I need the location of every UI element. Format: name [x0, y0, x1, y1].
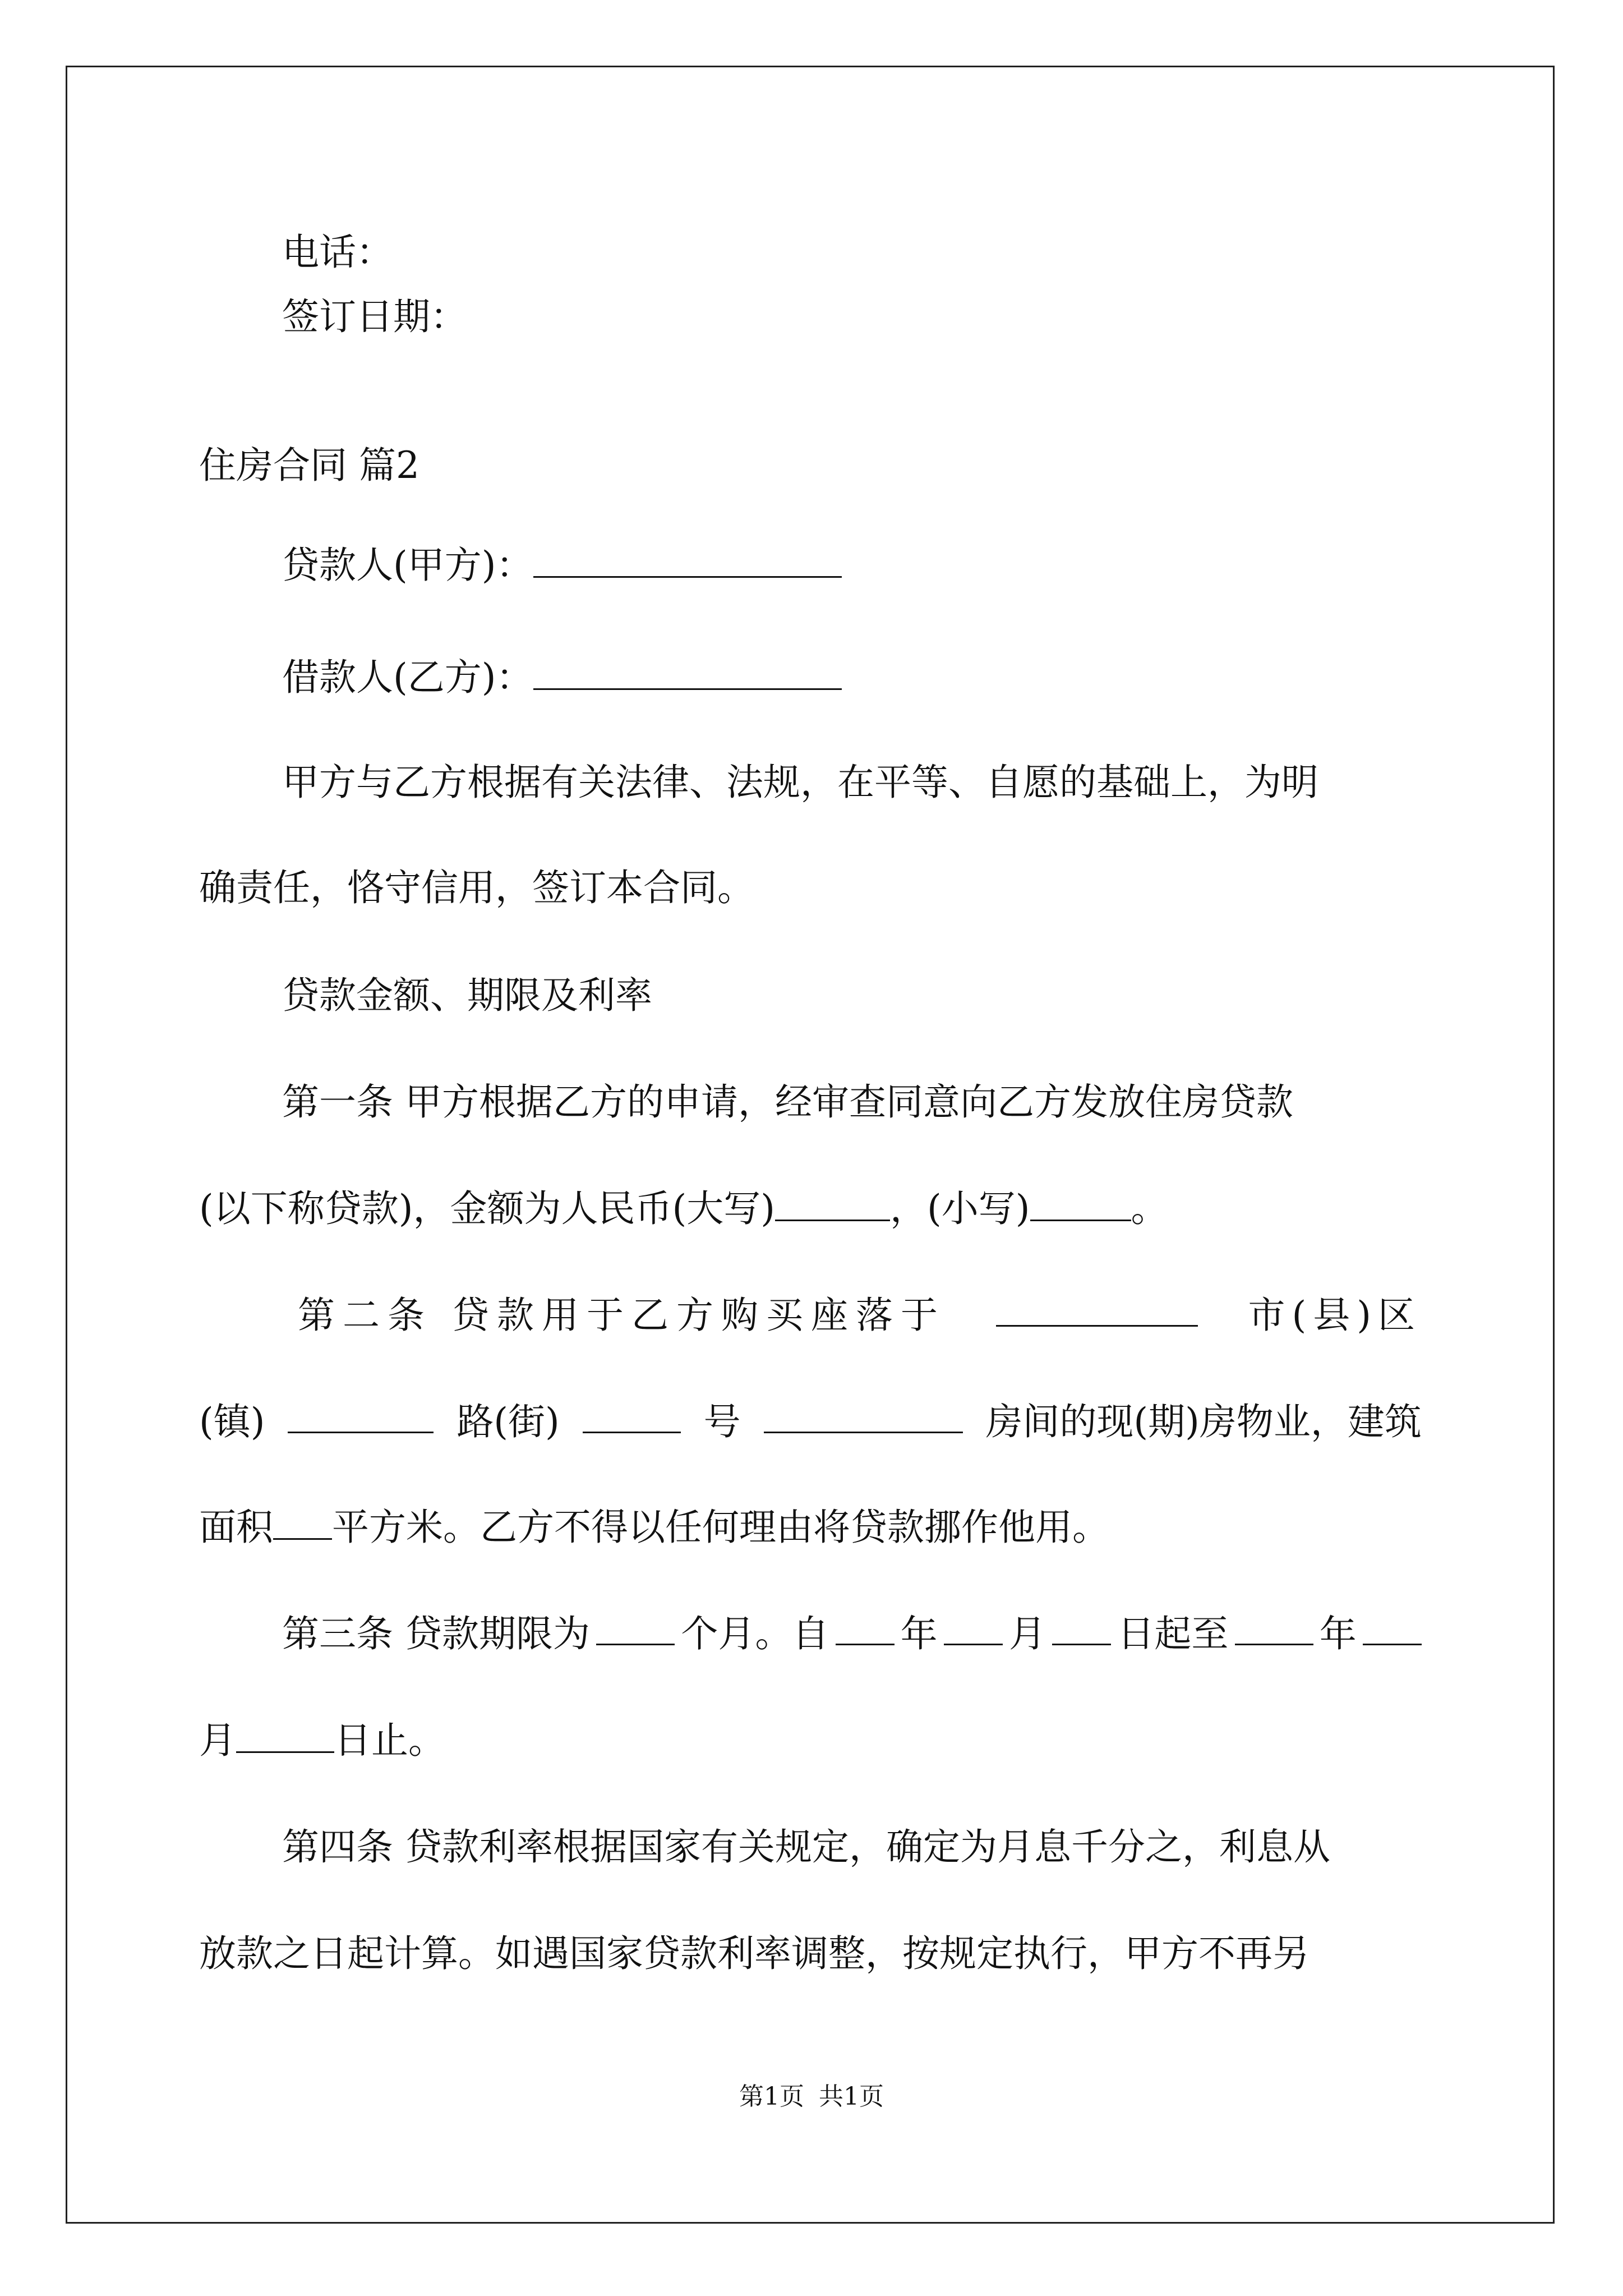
article2-text-f: 房间的现(期)房物业，建筑 — [985, 1400, 1422, 1443]
phone-line: 电话： — [282, 231, 393, 274]
number-blank — [764, 1397, 963, 1433]
article3-text-f: 年 — [1319, 1612, 1357, 1655]
article3-text-b: 个月。自 — [681, 1612, 829, 1655]
months-blank — [596, 1609, 675, 1645]
section-heading: 贷款金额、期限及利率 — [282, 974, 652, 1017]
para1-line2: 确责任，恪守信用，签订本合同。 — [199, 866, 754, 909]
article1-text-b: ，(小写) — [890, 1187, 1030, 1230]
article3-text-g: 月 — [199, 1719, 236, 1762]
article2-text-b: 市(县)区 — [1248, 1294, 1422, 1337]
article2-line2 — [199, 1397, 1422, 1447]
amount-upper-blank — [775, 1185, 890, 1221]
section-title: 住房合同 篇2 — [199, 444, 419, 487]
lender-label: 贷款人(甲方)： — [282, 544, 533, 587]
para1-line1: 甲方与乙方根据有关法律、法规，在平等、自愿的基础上，为明 — [282, 761, 1318, 804]
borrower-line — [282, 652, 842, 703]
lender-line — [282, 540, 842, 591]
footer-total-pages: 共1页 — [819, 2082, 884, 2111]
article3-text-c: 年 — [900, 1612, 938, 1655]
article1-line2 — [199, 1184, 1168, 1234]
article2-text-c: (镇) — [199, 1400, 265, 1443]
start-day-blank — [1052, 1609, 1111, 1645]
article1-text-c: 。 — [1131, 1187, 1168, 1230]
borrower-label: 借款人(乙方)： — [282, 656, 533, 699]
end-day-blank — [236, 1717, 334, 1753]
article3-line2 — [199, 1715, 445, 1766]
amount-lower-blank — [1030, 1185, 1131, 1221]
article2-line1 — [298, 1290, 1422, 1341]
article2-text-h: 平方米。乙方不得以任何理由将贷款挪作他用。 — [332, 1506, 1109, 1549]
article3-text-d: 月 — [1009, 1612, 1046, 1655]
page-border — [66, 66, 1555, 2224]
article2-text-g: 面积 — [199, 1506, 273, 1549]
article3-text-a: 第三条 贷款期限为 — [282, 1612, 590, 1655]
city-blank — [996, 1290, 1198, 1327]
road-blank — [583, 1397, 681, 1433]
start-month-blank — [944, 1609, 1003, 1645]
article2-line3 — [199, 1502, 1109, 1553]
start-year-blank — [836, 1609, 895, 1645]
page-footer — [0, 2080, 1623, 2114]
article3-line1 — [282, 1609, 1422, 1659]
article2-text-d: 路(街) — [457, 1400, 560, 1443]
article1-text-a: (以下称贷款)，金额为人民币(大写) — [199, 1187, 775, 1230]
sign-date-line: 签订日期： — [282, 295, 467, 338]
end-year-blank — [1235, 1609, 1313, 1645]
district-blank — [288, 1397, 434, 1433]
lender-blank — [533, 541, 842, 578]
article4-line1: 第四条 贷款利率根据国家有关规定，确定为月息千分之，利息从 — [282, 1825, 1330, 1869]
article4-line2: 放款之日起计算。如遇国家贷款利率调整，按规定执行，甲方不再另 — [199, 1932, 1310, 1975]
end-month-blank — [1363, 1609, 1422, 1645]
article3-text-h: 日止。 — [334, 1719, 445, 1762]
article2-text-a: 第二条 贷款用于乙方购买座落于 — [298, 1294, 946, 1337]
borrower-blank — [533, 654, 842, 690]
article1-line1: 第一条 甲方根据乙方的申请，经审查同意向乙方发放住房贷款 — [282, 1080, 1293, 1124]
article3-text-e: 日起至 — [1117, 1612, 1229, 1655]
area-blank — [273, 1503, 332, 1540]
footer-page-number: 第1页 — [739, 2082, 804, 2111]
article2-text-e: 号 — [703, 1400, 741, 1443]
